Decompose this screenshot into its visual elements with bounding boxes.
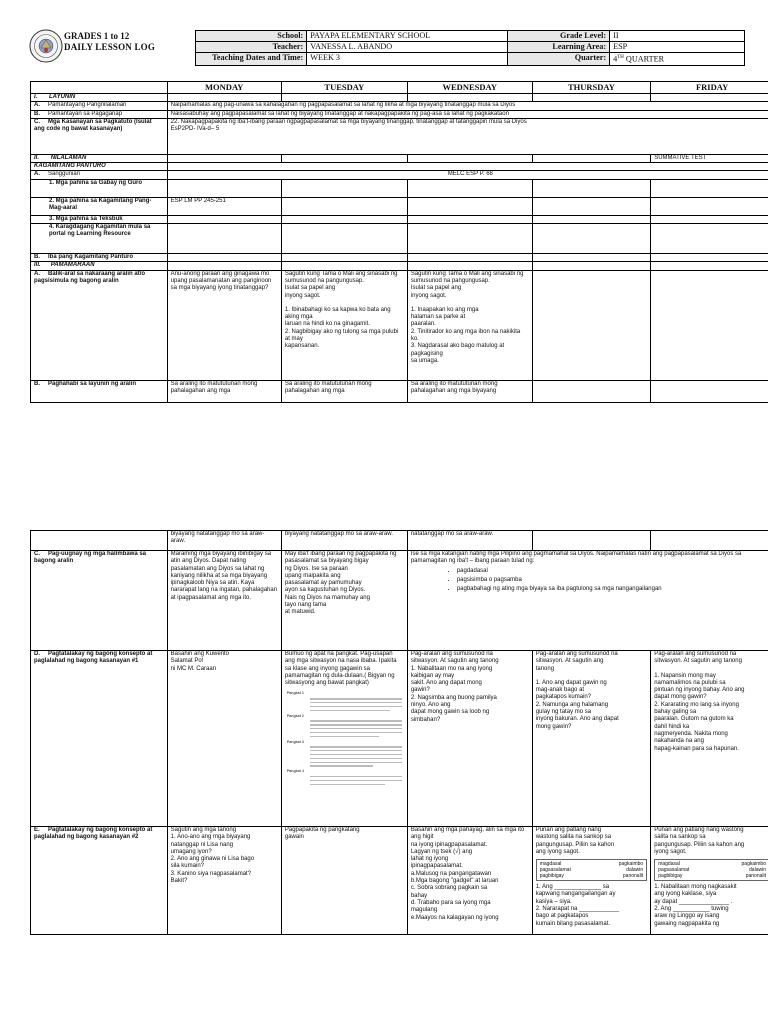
pag-uugnay-tuesday: May iba't ibang paraan ng pagpapakita ng pasasalamat sa biyayang bigay ng Diyos. Ise sa paraan upang maipakita ang pasasalamat ay pamumuhay ayon sa kagustuhan ng Diyos. Nais ng Diyos na mamuhay ang tayo nang tama at matuwid.: [281, 551, 407, 651]
teacher-value: VANESSA L. ABANDO: [307, 42, 508, 53]
row-label-teksbuk: 3. Mga pahina sa Teksbuk: [31, 215, 168, 223]
lesson-plan-table-page2: [30, 530, 768, 935]
school-label: School:: [196, 31, 307, 42]
pagtatalakay-2-friday: Punan ang patlang nang wastong salita na sankop sa pangungusap. Piliin sa kahon ang iyong sagot. magdasal pagsasalamat pagbibigay pagkaimbo dalawin panonalit 1. Nabalitaan mong nagkasakit ang iyong kaklase, siya ay dapat _______________ . 2. Ang ___________ tuwing araw ng Linggo ay isang gawaing nagpapakita ng: [651, 827, 768, 935]
pagtatalakay-1-friday: Pag-aralan ang sumusunod na sitwasyon. At sagutin ang tanong 1. Napansin mong may namamalimos na pulubi sa pintuan ng inyong bahay. Ano ang dapat mong gawin? 2. Kararating mo lang sa inyong bahay galing sa paaralan. Gutom na gutom ka dahil hindi ka nagmeryenda. Nakita mong nakahanda na ang hapag-kainan para sa hapunan.: [651, 651, 768, 827]
row-label-pagtatalakay-1: D. Pagtatalakay ng bagong konsepto at paglalahad ng bagong kasanayan #1: [31, 651, 168, 827]
quarter-value: 4TH QUARTER: [610, 53, 745, 66]
list-item: • pagsisimba o pagsamba: [457, 577, 768, 584]
pamantayang-pangnilalaman-text: Naipamamalas ang pag-unawa sa kahalagahan ng pagpapasalamat sa lahat ng likha at mga biyayang tinatanggap mula sa Diyos: [167, 102, 768, 110]
day-header-monday: MONDAY: [167, 82, 281, 94]
word-choice-box: magdasal pagsasalamat pagbibigay pagkaimbo dalawin panonalit: [536, 859, 647, 881]
quarter-label: Quarter:: [508, 53, 610, 66]
continued-wednesday: natatanggap mo sa araw-araw.: [407, 531, 532, 551]
section-layunin: I. LAYUNIN: [31, 94, 168, 102]
row-label-paghahabi: B. Paghahabi sa layunin ng aralin: [31, 380, 168, 402]
teacher-label: Teacher:: [196, 42, 307, 53]
lesson-plan-table-page1: [30, 81, 768, 403]
teaching-dates-value: WEEK 3: [307, 53, 508, 66]
pagtatalakay-2-wednesday: Basahin ang mga pahayag, alin sa mga ito ang higit na iyong ipinagpapasalamat. Lagyan ng tsek (√) ang lahat ng iyong ipinagpapasalamat. a.Malusog na pangangatawan b.Mga bagong "gadget" at laruan c. Sobra sobrang pagkain sa bahay d. Trabaho para sa iyong mga magulang e.Maayos na kalagayan ng iyong: [407, 827, 532, 935]
pangkat-situations-image: Pangkat 1 Pangkat 2 Pangkat 3 Pangkat 4: [287, 691, 402, 785]
section-kagamitan: KAGAMITANG PANTURO: [31, 163, 168, 171]
friday-summative-test: SUMMATIVE TEST: [651, 154, 768, 162]
section-pamamaraan: III. PAMAMARAAN: [31, 262, 168, 270]
list-item: • pagbabahagi ng ating mga biyaya sa iba pagtulong sa mga nangangailangan: [457, 586, 768, 593]
list-item: • pagdadasal: [457, 568, 768, 575]
school-value: PAYAPA ELEMENTARY SCHOOL: [307, 31, 508, 42]
day-header-wednesday: WEDNESDAY: [407, 82, 532, 94]
paghahabi-monday: Sa araling ito matututunan mong pahalagahan ang mga: [167, 380, 281, 402]
pagtatalakay-1-tuesday: Bumuo ng apat na pangkat. Pag-usapan ang mga sitwasyon na nasa ibaba. Ipakita sa klase ang inyong gagawin sa pamamagitan ng dula-dulaan.( Bigyan ng sitwasyong ang bawat pangkat) Pangkat 1 Pangkat 2 Pangkat 3 Pangkat 4: [281, 651, 407, 827]
continued-monday: biyayang natatanggap mo sa araw-araw.: [167, 531, 281, 551]
row-label-sanggunian: A. Sanggunian: [31, 171, 168, 179]
pagtatalakay-2-thursday: Punan ang patlang nang wastong salita na sankop sa pangungusap. Piliin sa kahon ang iyong sagot. magdasal pagsasalamat pagbibigay pagkaimbo dalawin panonalit 1. Ang ______________ sa kapwang nangangailangan ay kasiya – siya. 2. Nararapat na ____________ bago at pagkatapos kumain bilang pasasalamat.: [532, 827, 650, 935]
pagtatalakay-2-tuesday: Pagpapakita ng pangkatang gawain: [281, 827, 407, 935]
learning-area-value: ESP: [610, 42, 745, 53]
day-header-tuesday: TUESDAY: [281, 82, 407, 94]
paghahabi-tuesday: Sa araling ito matututunan mong pahalagahan ang mga: [281, 380, 407, 402]
row-label-kagamitang-mag-aaral: 2. Mga pahina sa Kagamitang Pang-Mag-aaral: [31, 197, 168, 215]
section-nilalaman: II. NILALAMAN: [31, 154, 168, 162]
deped-seal-icon: [28, 28, 64, 64]
row-label-pagtatalakay-2: E. Pagtatalakay ng bagong konsepto at paglalahad ng bagong kasanayan #2: [31, 827, 168, 935]
row-label-gabay-ng-guro: 1. Mga pahina sa Gabay ng Guro: [31, 179, 168, 197]
grade-level-label: Grade Level:: [508, 31, 610, 42]
row-label-pamantayang-pangnilalaman: A. Pamantayang Pangnilalaman: [31, 102, 168, 110]
learning-area-label: Learning Area:: [508, 42, 610, 53]
kasanayan-text: 22. Nakapagpapakita ng iba't-ibang paraan ngpagpapasalamat sa mga biyayang tinanggap, tinatanggap at tatanggapin mula sa Diyos EsP2PD- IVa-d– 5: [167, 118, 768, 154]
pagtatalakay-1-thursday: Pag-aralan ang sumusunod na sitwasyon. At sagutin ang tanong 1. Ano ang dapat gawin ng mag-anak bago at pagkatapos kumain? 2. Namunga ang halamang gulay ng tatay mo sa inyong bakuran. Ano ang dapat mong gawin?: [532, 651, 650, 827]
sanggunian-text: MELC ESP P. 68: [167, 171, 768, 179]
row-label-karagdagang-kagamitan: 4. Karagdagang Kagamitan mula sa portal ng Learning Resource: [31, 224, 168, 254]
row-label-balik-aral: A. Balik-aral sa nakaraang aralin at/o pagsisimula ng bagong aralin: [31, 270, 168, 380]
grade-level-value: II: [610, 31, 745, 42]
pagtatalakay-1-monday: Basahin ang Kuwento Salamat Po! ni MC M. Caraan: [167, 651, 281, 827]
paghahabi-wednesday: Sa araling ito matututunan mong pahalagahan ang mga biyayang: [407, 380, 532, 402]
pagtatalakay-2-monday: Sagutin ang mga tanong 1. Ano-ano ang mga biyayang natanggap ni Lisa nang umagang iyon? 2. Ano ang ginawa ni Lisa bago sila kumain? 3. Kanino siya nagpasalamat? Bakit?: [167, 827, 281, 935]
continued-tuesday: biyayang natatanggap mo sa araw-araw.: [281, 531, 407, 551]
header-info-table: [195, 30, 745, 66]
pagtatalakay-1-wednesday: Pag-aralan ang sumusunod na sitwasyon. At sagutin ang tanong 1. Nabalitaan mo na ang iyong kaibigan ay may sakit. Ano ang dapat mong gawin? 2. Nagsimba ang buong pamilya ninyo. Ano ang dapat mong gawin sa loob ng simbahan?: [407, 651, 532, 827]
paraan-list: [411, 568, 768, 594]
form-title-grades: GRADES 1 to 12: [64, 31, 130, 41]
pag-uugnay-monday: Maraming mga biyayang ibinibigay sa atin ang Diyos. Dapat nating pasalamatan ang Diyos sa lahat ng kaniyang nilikha at sa mga biyayang ipinagkaloob Niya sa atin. Kaya nararapat lang na ingatan, pahalagahan at ipagpasalamat ang mga ito.: [167, 551, 281, 651]
row-label-iba-pang-kagamitan: B. Iba pang Kagamitang Panturo: [31, 254, 168, 262]
row-label-pag-uugnay: C. Pag-uugnay ng mga halimbawa sa bagong aralin: [31, 551, 168, 651]
pamantayan-sa-pagaganap-text: Naisasabuhay ang pagpapasalamat sa lahat ng biyayang tinatanggap at nakapagpapakita ng pag-asa sa lahat ng pagkakataon: [167, 110, 768, 118]
row-label-kasanayan: C. Mga Kasanayan sa Pagkatuto (Isulat ang code ng bawat kasanayan): [31, 118, 168, 154]
pag-uugnay-wed-fri: Ise sa mga katangian nating mga Pilipino ang pagmamahal sa Diyos. Naipamamalas natin ang pagpapasalamat sa Diyos sa pamamagitan ng iba't – ibang paraan tulad ng: • pagdadasal • pagsisimba o pagsamba • pagbabahagi ng ating mga biyaya sa iba pagtulong sa mga nangangailangan: [407, 551, 768, 651]
kagamitang-mag-aaral-monday: ESP LM PP 245-251: [167, 197, 281, 215]
teaching-dates-label: Teaching Dates and Time:: [196, 53, 307, 66]
balik-aral-monday: Anu-anong paraan ang ginagawa mo upang pasalamanatan ang panginoon sa mga biyayang iyong tinatanggap?: [167, 270, 281, 380]
day-header-friday: FRIDAY: [651, 82, 768, 94]
form-title-dll: DAILY LESSON LOG: [64, 42, 156, 52]
corner-cell: [31, 82, 168, 94]
word-choice-box: magdasal pagsasalamat pagbibigay pagkaimbo dalawin panonalit: [654, 859, 768, 881]
balik-aral-wednesday: Sagutin kung Tama o Mali ang sinasabi ng sumusunod na pangungusap. Isulat sa papel ang inyong sagot. 1. Inaapakan ko ang mga halaman sa parke at paaralan. 2. Tinitirador ko ang mga ibon na nakikita ko. 3. Nagdarasal ako bago matulog at pagkagising sa umaga.: [407, 270, 532, 380]
row-label-pamantayan-sa-pagaganap: B. Pamantayan sa Pagaganap: [31, 110, 168, 118]
balik-aral-tuesday: Sagutin kung Tama o Mali ang sinasabi ng sumusunod na pangungusap. Isulat sa papel ang inyong sagot. 1. Ibinabahagi ko sa kapwa ko bata ang aking mga laruan na hindi ko na ginagamit. 2. Nagbibigay ako ng tulong sa mga pulubi at may kapansanan.: [281, 270, 407, 380]
day-header-thursday: THURSDAY: [532, 82, 650, 94]
